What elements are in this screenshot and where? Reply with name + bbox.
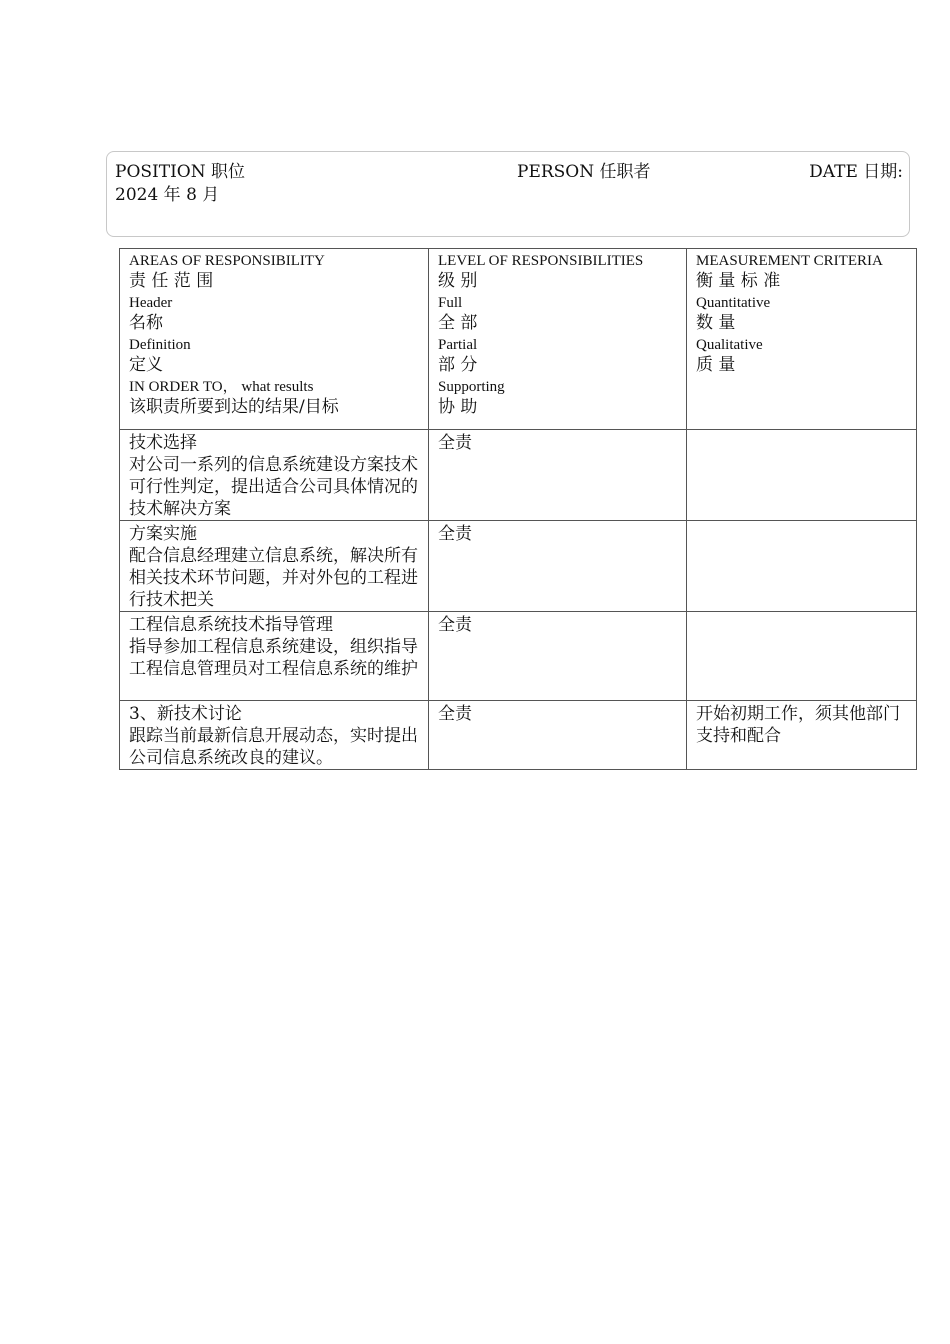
- header-line: LEVEL OF RESPONSIBILITIES: [438, 253, 644, 269]
- area-description: 跟踪当前最新信息开展动态，实时提出公司信息系统改良的建议。: [129, 726, 418, 768]
- level-value: 全责: [438, 433, 472, 453]
- area-description: 配合信息经理建立信息系统，解决所有相关技术环节问题，并对外包的工程进行技术把关: [129, 546, 418, 610]
- header-box: [106, 151, 910, 237]
- header-line: 该职责所要到达的结果/目标: [129, 397, 339, 417]
- header-line: 定义: [129, 355, 163, 375]
- header-line: AREAS OF RESPONSIBILITY: [129, 253, 325, 269]
- table-row: [120, 430, 917, 521]
- header-cell-areas: [120, 249, 429, 430]
- level-cell: [429, 612, 687, 701]
- level-cell: [429, 521, 687, 612]
- criteria-cell: [687, 612, 917, 701]
- header-line: Header: [129, 295, 173, 311]
- area-cell: [120, 701, 429, 770]
- header-line: 部 分: [438, 355, 478, 375]
- header-line: Definition: [129, 337, 191, 353]
- area-title: 3、新技术讨论: [129, 704, 242, 724]
- area-cell: [120, 521, 429, 612]
- header-line: Supporting: [438, 379, 505, 395]
- criteria-value: 开始初期工作，须其他部门支持和配合: [696, 704, 900, 746]
- responsibility-table: [119, 248, 917, 770]
- level-value: 全责: [438, 615, 472, 635]
- level-cell: [429, 701, 687, 770]
- header-cell-criteria: [687, 249, 917, 430]
- header-line: 名称: [129, 313, 163, 333]
- level-value: 全责: [438, 704, 472, 724]
- header-line: Qualitative: [696, 337, 763, 353]
- header-line: 质 量: [696, 355, 736, 375]
- area-description: 指导参加工程信息系统建设，组织指导工程信息管理员对工程信息系统的维护: [129, 637, 418, 679]
- criteria-cell: [687, 521, 917, 612]
- date-label: DATE 日期:: [809, 162, 903, 182]
- criteria-cell: [687, 701, 917, 770]
- area-cell: [120, 430, 429, 521]
- position-label: POSITION 职位: [115, 162, 246, 182]
- area-title: 技术选择: [129, 433, 197, 453]
- table-row: [120, 612, 917, 701]
- header-line: MEASUREMENT CRITERIA: [696, 253, 883, 269]
- table-header-row: [120, 249, 917, 430]
- header-line: Quantitative: [696, 295, 771, 311]
- header-line: Full: [438, 295, 463, 311]
- header-line: 衡 量 标 准: [696, 271, 781, 291]
- level-cell: [429, 430, 687, 521]
- criteria-cell: [687, 430, 917, 521]
- area-description: 对公司一系列的信息系统建设方案技术可行性判定，提出适合公司具体情况的技术解决方案: [129, 455, 418, 519]
- table-row: [120, 521, 917, 612]
- header-cell-level: [429, 249, 687, 430]
- area-title: 工程信息系统技术指导管理: [129, 615, 333, 635]
- level-value: 全责: [438, 524, 472, 544]
- header-line: 责 任 范 围: [129, 271, 214, 291]
- date-value: 2024 年 8 月: [115, 185, 220, 205]
- area-title: 方案实施: [129, 524, 197, 544]
- person-label: PERSON 任职者: [517, 162, 651, 182]
- header-line: 数 量: [696, 313, 736, 333]
- table-row: [120, 701, 917, 770]
- area-cell: [120, 612, 429, 701]
- header-line: 全 部: [438, 313, 478, 333]
- header-line: IN ORDER TO， what results: [129, 379, 314, 395]
- header-line: 级 别: [438, 271, 478, 291]
- header-line: 协 助: [438, 397, 478, 417]
- header-line: Partial: [438, 337, 478, 353]
